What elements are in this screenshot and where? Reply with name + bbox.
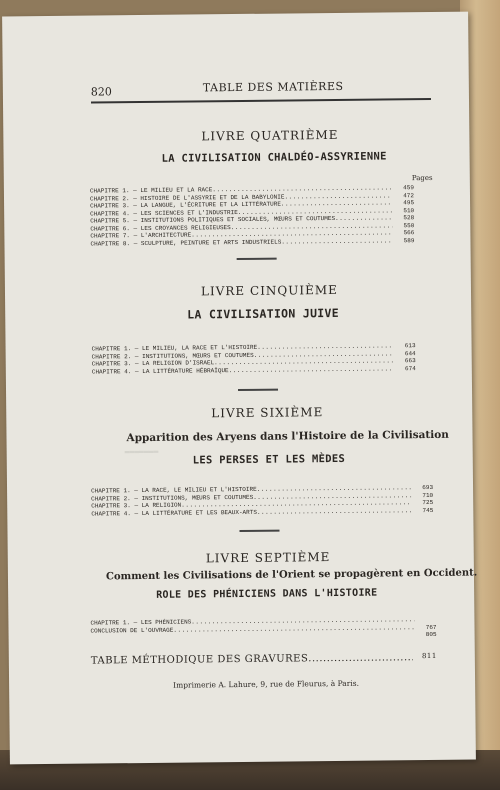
livre7-subtitle: Comment les Civilisations de l'Orient se propagèrent en Occident. bbox=[105, 567, 478, 583]
entry-label: CONCLUSION DE L'OUVRAGE bbox=[90, 626, 174, 635]
entry-label: CHAPITRE 1. — LES PHÉNICIENS bbox=[90, 618, 192, 627]
livre7-entries bbox=[90, 616, 436, 642]
leader-dots bbox=[308, 652, 413, 664]
livre4-heading: LIVRE QUATRIÈME bbox=[201, 127, 339, 144]
entry-page: 745 bbox=[422, 506, 434, 514]
page-number: 820 bbox=[90, 85, 112, 99]
entry-page: 663 bbox=[404, 357, 416, 365]
leader-dots bbox=[229, 365, 394, 374]
entry-page: 693 bbox=[422, 483, 434, 492]
book-page bbox=[2, 12, 476, 765]
table-gravures-label: TABLE MÉTHODIQUE DES GRAVURES bbox=[90, 653, 309, 667]
entry-page: 566 bbox=[403, 229, 415, 237]
entry-label: CHAPITRE 2. — HISTOIRE DE L'ASSYRIE ET DE LA BABYLONIE bbox=[89, 193, 285, 203]
entry-label: CHAPITRE 4. — LES SCIENCES ET L'INDUSTRIE bbox=[90, 208, 238, 218]
show-through-text: ▬▬▬▬▬▬▬ bbox=[124, 446, 159, 457]
entry-label: CHAPITRE 8. — SCULPTURE, PEINTURE ET ARTS INDUSTRIELS bbox=[90, 238, 282, 248]
entry-page: 528 bbox=[403, 214, 415, 222]
entry-page: 472 bbox=[403, 191, 415, 199]
entry-label: CHAPITRE 1. — LE MILIEU ET LA RACE bbox=[89, 186, 213, 195]
livre7-subtitle2: ROLE DES PHÉNICIENS DANS L'HISTOIRE bbox=[156, 587, 378, 601]
entry-label: CHAPITRE 7. — L'ARCHITECTURE bbox=[90, 231, 192, 240]
entry-page: 767 bbox=[425, 623, 437, 631]
entry-page: 459 bbox=[403, 184, 414, 192]
entry-page: 644 bbox=[404, 349, 416, 357]
entry-page: 495 bbox=[403, 199, 415, 207]
entry-label: CHAPITRE 2. — INSTITUTIONS, MŒURS ET COUTUMES bbox=[91, 351, 254, 361]
livre7-heading: LIVRE SEPTIÈME bbox=[205, 550, 331, 566]
entry-page: 725 bbox=[422, 498, 434, 507]
livre6-subtitle: Apparition des Aryens dans l'Histoire de la Civilisation bbox=[126, 428, 449, 445]
pages-column-label: Pages bbox=[411, 173, 433, 183]
entry-label: CHAPITRE 4. — LA LITTÉRATURE ET LES BEAUX-ARTS bbox=[91, 508, 257, 518]
leader-dots bbox=[257, 507, 411, 516]
livre6-heading: LIVRE SIXIÈME bbox=[211, 405, 324, 421]
entry-page: 710 bbox=[422, 491, 434, 499]
entry-label: CHAPITRE 6. — LES CROYANCES RELIGIEUSES bbox=[90, 223, 231, 233]
entry-label: CHAPITRE 3. — LA LANGUE, L'ÉCRITURE ET LA LITTÉRATURE bbox=[90, 200, 281, 210]
imprint-line: Imprimerie A. Lahure, 9, rue de Fleurus, à Paris. bbox=[173, 678, 360, 690]
livre5-subtitle: LA CIVILISATION JUIVE bbox=[187, 305, 339, 322]
entry-label: CHAPITRE 1. — LE MILIEU, LA RACE ET L'HISTOIRE bbox=[91, 343, 258, 353]
section-separator bbox=[238, 389, 278, 391]
section-separator bbox=[237, 258, 277, 260]
entry-label: CHAPITRE 5. — INSTITUTIONS POLITIQUES ET SOCIALES, MŒURS ET COUTUMES bbox=[90, 214, 336, 225]
livre6-subtitle2: LES PERSES ET LES MÈDES bbox=[192, 452, 346, 467]
entry-page: 550 bbox=[403, 221, 415, 229]
running-header: TABLE DES MATIÈRES bbox=[202, 79, 344, 95]
entry-label: CHAPITRE 1. — LA RACE, LE MILIEU ET L'HISTOIRE bbox=[91, 485, 257, 495]
entry-page: 674 bbox=[404, 364, 416, 372]
livre5-entries bbox=[92, 342, 416, 375]
entry-label: CHAPITRE 3. — LA RELIGION bbox=[91, 501, 182, 510]
section-separator bbox=[239, 530, 279, 532]
entry-label: CHAPITRE 3. — LA RELIGION D'ISRAEL bbox=[91, 359, 215, 368]
entry-page: 805 bbox=[425, 630, 437, 639]
entry-page: 510 bbox=[403, 206, 415, 214]
header-rule bbox=[91, 98, 431, 103]
entry-label: CHAPITRE 4. — LA LITTÉRATURE HÉBRAÏQUE bbox=[91, 366, 229, 376]
table-gravures-page: 811 bbox=[421, 651, 437, 661]
entry-label: CHAPITRE 2. — INSTITUTIONS, MŒURS ET COUTUMES bbox=[91, 493, 254, 503]
livre4-subtitle: LA CIVILISATION CHALDÉO-ASSYRIENNE bbox=[161, 150, 387, 165]
livre5-heading: LIVRE CINQUIÈME bbox=[200, 282, 338, 299]
table-gravures-entry bbox=[91, 652, 437, 667]
livre6-entries bbox=[91, 484, 433, 518]
entry-page: 613 bbox=[404, 342, 416, 350]
entry-page: 589 bbox=[403, 236, 415, 244]
livre4-entries bbox=[90, 184, 415, 247]
leader-dots bbox=[281, 237, 392, 246]
